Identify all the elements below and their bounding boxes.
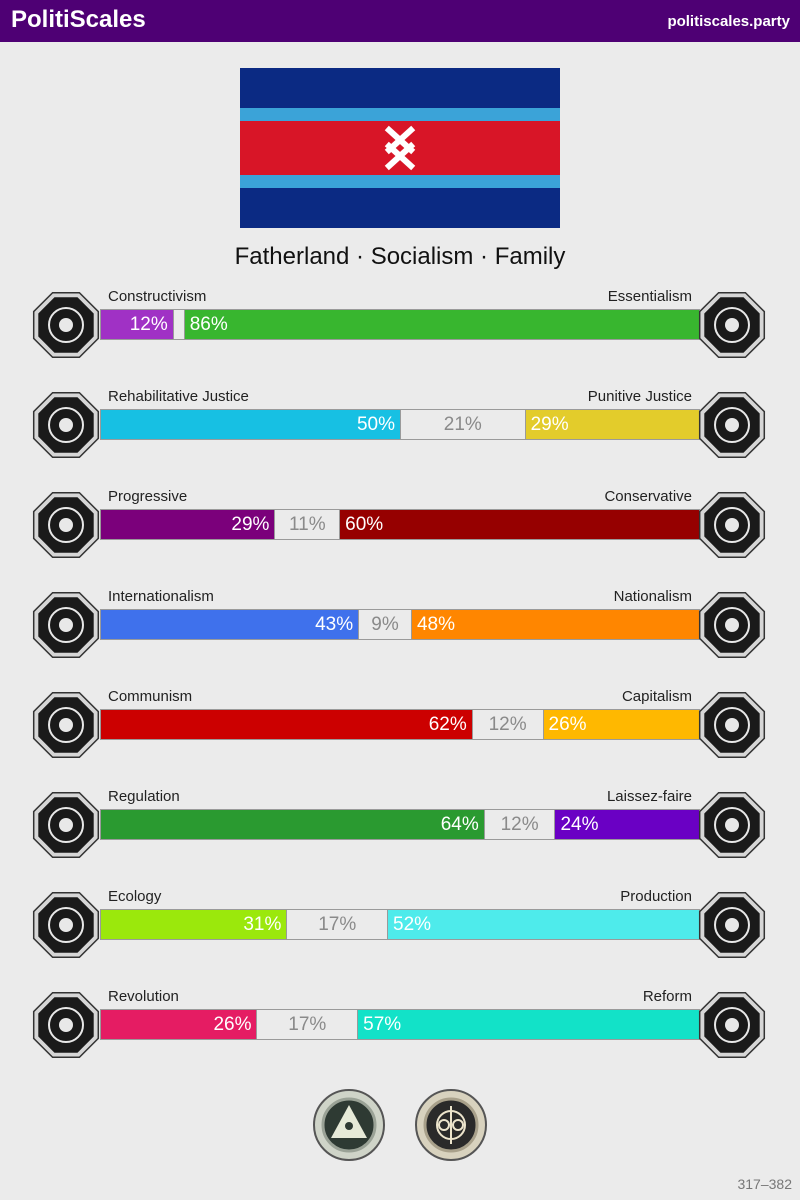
axis-center-segment: 11%	[274, 510, 340, 539]
badges-row	[312, 1088, 492, 1162]
axis-right-segment: 57%	[358, 1010, 699, 1039]
axis-left-label: Internationalism	[108, 588, 214, 605]
axis-bar	[100, 1009, 700, 1040]
hammer-sickle-icon	[30, 689, 102, 761]
butterfly-icon	[696, 789, 768, 861]
axis-left-segment: 62%	[101, 710, 472, 739]
axis-left-segment: 26%	[101, 1010, 256, 1039]
fist-icon	[30, 989, 102, 1061]
eye-icon	[30, 289, 102, 361]
axis-bar	[100, 509, 700, 540]
ideology-slogan: Fatherland · Socialism · Family	[234, 243, 566, 270]
axis-bar	[100, 809, 700, 840]
axis-row	[0, 288, 800, 368]
axis-left-segment: 31%	[101, 910, 286, 939]
compass-circles-badge-icon[interactable]	[414, 1088, 488, 1162]
axis-right-label: Production	[620, 888, 692, 905]
axis-right-label: Punitive Justice	[587, 388, 692, 405]
axis-center-segment	[173, 310, 185, 339]
axis-bar	[100, 309, 700, 340]
axis-row	[0, 788, 800, 868]
axis-bar	[100, 909, 700, 940]
axis-left-label: Rehabilitative Justice	[108, 388, 249, 405]
axis-right-label: Essentialism	[607, 288, 692, 305]
sprout-icon	[30, 889, 102, 961]
axis-center-segment: 17%	[256, 1010, 358, 1039]
version-range: 317–382	[737, 1176, 792, 1192]
axis-row	[0, 388, 800, 468]
axis-left-segment: 43%	[101, 610, 358, 639]
axis-left-segment: 64%	[101, 810, 484, 839]
ballot-box-icon	[696, 989, 768, 1061]
ideology-flag	[240, 68, 560, 228]
axis-left-label: Revolution	[108, 988, 179, 1005]
ruler-icon	[30, 789, 102, 861]
gear-icon	[696, 889, 768, 961]
axis-bar	[100, 709, 700, 740]
axis-right-segment: 52%	[388, 910, 699, 939]
axis-right-label: Reform	[642, 988, 692, 1005]
axis-left-label: Regulation	[108, 788, 180, 805]
axis-right-label: Nationalism	[613, 588, 692, 605]
axis-left-segment: 50%	[101, 410, 400, 439]
axis-center-segment: 17%	[286, 910, 388, 939]
axis-right-segment: 60%	[340, 510, 699, 539]
axis-right-segment: 48%	[412, 610, 699, 639]
axis-row	[0, 488, 800, 568]
axis-right-label: Laissez-faire	[606, 788, 692, 805]
axis-left-label: Communism	[108, 688, 193, 705]
handshake-icon	[30, 389, 102, 461]
header-bar	[0, 0, 800, 42]
globe-icon	[30, 589, 102, 661]
axis-left-label: Constructivism	[108, 288, 207, 305]
axis-left-label: Ecology	[108, 888, 162, 905]
axis-bar	[100, 409, 700, 440]
axis-left-segment: 12%	[101, 310, 173, 339]
axis-right-label: Capitalism	[621, 688, 692, 705]
all-seeing-eye-pyramid-badge-icon[interactable]	[312, 1088, 386, 1162]
axis-row	[0, 588, 800, 668]
axis-center-segment: 12%	[472, 710, 544, 739]
axis-row	[0, 888, 800, 968]
axis-row	[0, 988, 800, 1068]
flag-icon	[696, 589, 768, 661]
axis-right-segment: 86%	[185, 310, 699, 339]
axis-right-label: Conservative	[604, 488, 692, 505]
axis-left-segment: 29%	[101, 510, 274, 539]
axis-center-segment: 12%	[484, 810, 556, 839]
flower-icon	[696, 289, 768, 361]
axis-bar	[100, 609, 700, 640]
axis-right-segment: 29%	[526, 410, 699, 439]
axis-center-segment: 21%	[400, 410, 526, 439]
prison-bars-icon	[696, 389, 768, 461]
site-url[interactable]: politiscales.party	[667, 13, 790, 30]
axis-right-segment: 24%	[555, 810, 699, 839]
app-title[interactable]: PolitiScales	[11, 6, 146, 33]
money-bag-icon	[696, 689, 768, 761]
axis-left-label: Progressive	[108, 488, 188, 505]
axis-row	[0, 688, 800, 768]
rocket-icon	[30, 489, 102, 561]
quill-pen-icon	[696, 489, 768, 561]
axis-center-segment: 9%	[358, 610, 412, 639]
axis-right-segment: 26%	[544, 710, 699, 739]
